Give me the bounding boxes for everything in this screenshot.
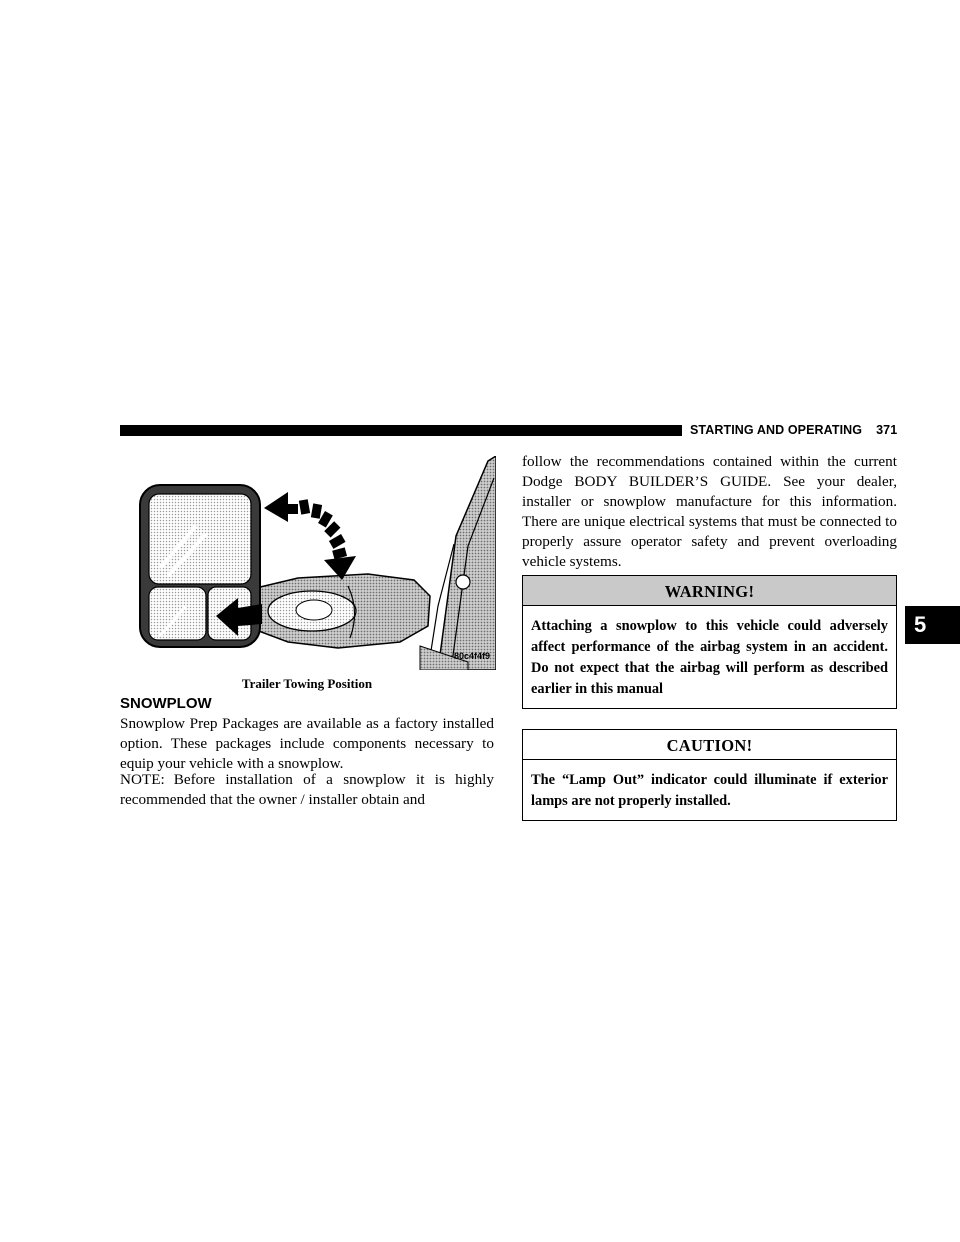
trailer-mirror-illustration — [138, 456, 496, 670]
warning-box — [522, 575, 897, 709]
running-head — [690, 422, 897, 438]
chapter-tab: 5 — [905, 606, 960, 644]
continued-paragraph: follow the recommendations contained within the current Dodge BODY BUILDER’S GUIDE. See your dealer, installer or snowplow manufacture for this information. There are unique electrical systems that must be connected to properly assure operator safety and prevent overloading vehicle systems. — [522, 453, 897, 570]
warning-title: WARNING! — [523, 576, 896, 606]
figure-caption: Trailer Towing Position — [241, 676, 373, 691]
note-paragraph — [120, 770, 494, 810]
warning-text: Attaching a snowplow to this vehicle could adversely affect performance of the airbag system in an accident. Do not expect that the airbag will perform as described earlier in this manual — [531, 618, 888, 697]
section-heading: SNOWPLOW — [120, 695, 212, 712]
page-number: 371 — [876, 423, 898, 437]
caution-title: CAUTION! — [523, 730, 896, 760]
note-text: Before installation of a snowplow it is highly recommended that the owner / installer obtain and — [120, 771, 494, 808]
figure-code: 80c4f4f9 — [454, 651, 491, 661]
rotate-arrow-icon — [264, 492, 356, 580]
caution-text: The “Lamp Out” indicator could illuminate if exterior lamps are not properly installed. — [531, 772, 888, 809]
snowplow-paragraph: Snowplow Prep Packages are available as a factory installed option. These packages include components necessary to equip your vehicle with a snowplow. — [120, 715, 494, 772]
caution-box — [522, 729, 897, 821]
header-rule — [120, 425, 682, 436]
section-title: STARTING AND OPERATING — [690, 423, 863, 437]
note-label: NOTE: — [120, 771, 165, 788]
